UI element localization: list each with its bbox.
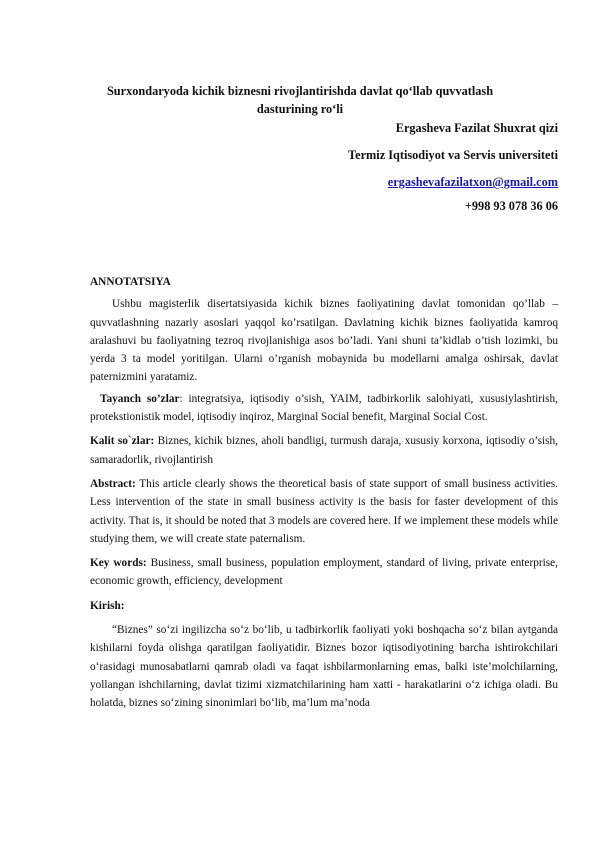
- keywords-en-text: Business, small business, population employment, standard of living, private enterprise, economic growth, efficiency, development: [90, 557, 558, 588]
- keywords-en-label: Key words:: [90, 557, 147, 570]
- keywords-kalit-label: Kalit so`zlar:: [90, 435, 155, 448]
- keywords-uz: [90, 390, 558, 427]
- author-email-link[interactable]: [388, 173, 558, 191]
- keywords-uz-text: : integratsiya, iqtisodiy o’sish, YAIM, tadbirkorlik salohiyati, xususiylashtirish, protekstionistik model, iqtisodiy inqiroz, Marginal Social benefit, Marginal Social Cost.: [90, 392, 558, 424]
- annotation-heading: ANNOTATSIYA: [90, 276, 171, 288]
- author-affiliation: Termiz Iqtisodiyot va Servis universiteti: [348, 148, 558, 162]
- abstract-label: Abstract:: [90, 477, 136, 490]
- keywords-kalit-text: Biznes, kichik biznes, aholi bandligi, turmush daraja, xususiy korxona, iqtisodiy o’sish, samaradorlik, rivojlantirish: [90, 435, 558, 466]
- abstract-text: This article clearly shows the theoretical basis of state support of small business activities. Less intervention of the state in small business activity is the basis for faster development of this activity. That is, it should be noted that 3 models are covered here. If we implement these models while studying them, we will create state paternalism.: [90, 477, 558, 545]
- author-phone: +998 93 078 36 06: [464, 199, 558, 213]
- author-email[interactable]: ergashevafazilatxon@gmail.com: [387, 175, 558, 189]
- title-line-1: Surxondaryoda kichik biznesni rivojlantirishda davlat qo‘llab quvvatlash: [106, 84, 494, 98]
- keywords-kalit: [90, 432, 558, 469]
- intro-text: “Biznes” so‘zi ingilizcha so‘z bo‘lib, u tadbirkorlik faoliyati yoki boshqacha so‘z bilan aytganda kishilarni foyda olishga qaratilgan faoliyatidir. Biznes bozor iqtisodiyotining barcha ishtirokchilari o‘rasidagi munosabatlarni qamrab oladi va faqat ishbilarmonlarning emas, balki iste’molchilarning, yollangan ishchilarning, davlat tizimi xizmatchilarining ham xatti - harakatlarini o‘z ichiga oladi. Bu holatda, biznes so‘zining sinonimlari bo‘lib, ma’lum ma’noda: [90, 624, 558, 710]
- keywords-uz-label: Tayanch so’zlar: [100, 392, 180, 405]
- paper-body: [90, 273, 558, 713]
- keywords-en: [90, 554, 558, 591]
- title-line-2: dasturining ro‘li: [256, 102, 344, 116]
- annotation-text: Ushbu magisterlik disertatsiyasida kichik biznes faoliyatining davlat tomonidan qo’llab – quvvatlashning nazariy asoslari yaqqol ko’rsatilgan. Davlatning kichik biznes faoliyatida kamroq aralashuvi bu faoliyatning tezroq rivojlanishiga asos bo’ladi. Yani shuni ta’kidlab o’tish lozimki, bu yerda 3 ta model yoritilgan. Ularni o’rganish mobaynida bu modellarni amalga oshirsak, davlat paternizmini yaratamiz.: [90, 298, 558, 384]
- abstract: [90, 475, 558, 548]
- author-name: Ergasheva Fazilat Shuxrat qizi: [395, 121, 558, 135]
- intro-heading: Kirish:: [90, 599, 125, 612]
- paper-title: [90, 82, 510, 118]
